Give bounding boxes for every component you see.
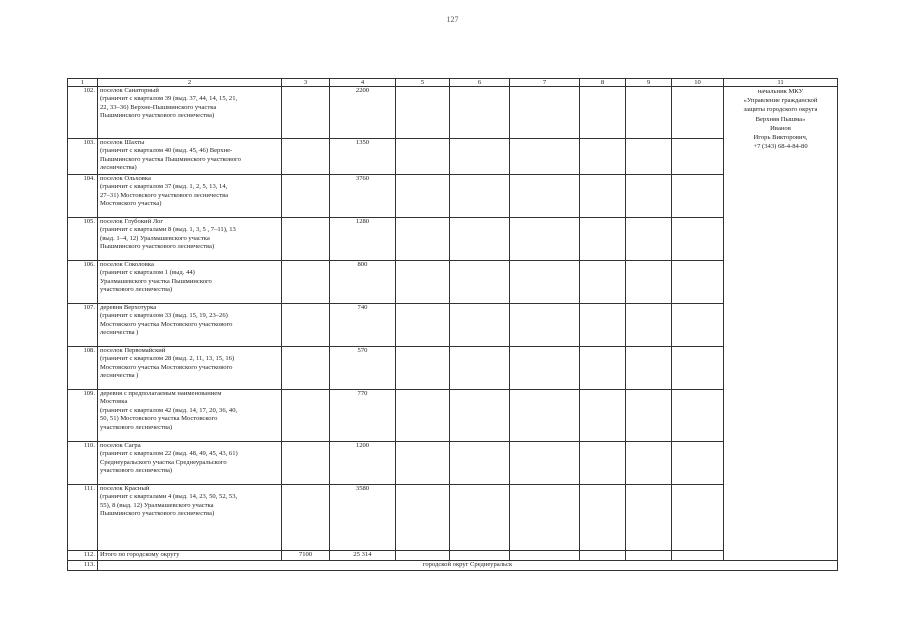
settlement-description-line: Пышминского участкового лесничества) [100, 112, 215, 120]
settlement-description-line: Пышминского участкового лесничества) [100, 510, 215, 518]
settlement-name: поселок Первомайский [100, 347, 166, 354]
empty-cell [510, 139, 580, 175]
settlement-description-line: Уралмашевского участка Пышминского [100, 277, 212, 285]
responsible-line: Верхняя Пышма» [755, 115, 806, 123]
settlement-name: поселок Шахты [100, 139, 145, 146]
column-3-value [282, 485, 330, 551]
empty-cell [672, 261, 724, 304]
empty-cell [672, 390, 724, 442]
population-value: 1200 [330, 442, 396, 485]
column-header: 8 [580, 79, 626, 87]
settlement-description-line: лесничества) [100, 164, 137, 172]
settlement-description-line: Пышминского участка Пышминского участкового [100, 155, 241, 163]
population-value: 740 [330, 304, 396, 347]
empty-cell [450, 139, 510, 175]
empty-cell [580, 485, 626, 551]
settlement-name: поселок Глубокий Лог [100, 218, 164, 225]
column-header: 10 [672, 79, 724, 87]
empty-cell [626, 347, 672, 390]
column-3-value [282, 87, 330, 139]
empty-cell [396, 139, 450, 175]
empty-cell [626, 218, 672, 261]
empty-cell [450, 261, 510, 304]
empty-cell [510, 442, 580, 485]
total-label: Итого по городскому округу [98, 551, 282, 561]
empty-cell [450, 442, 510, 485]
settlement-name: деревня с предполагаемым наименованием [100, 390, 222, 397]
total-row [68, 551, 838, 561]
empty-cell [450, 347, 510, 390]
table-row [68, 261, 838, 304]
column-3-value [282, 390, 330, 442]
settlement-name: поселок Ольховка [100, 175, 151, 182]
column-3-value [282, 175, 330, 218]
responsible-line: «Управление гражданской [743, 97, 818, 105]
column-3-value [282, 347, 330, 390]
empty-cell [626, 261, 672, 304]
settlement-cell [98, 139, 282, 175]
column-header: 2 [98, 79, 282, 87]
column-3-value [282, 139, 330, 175]
empty-cell [626, 442, 672, 485]
empty-cell [580, 347, 626, 390]
empty-cell [510, 390, 580, 442]
settlement-cell [98, 390, 282, 442]
settlement-description-line: Мостовского участка Мостовского участкового [100, 320, 233, 328]
row-number: 112. [68, 551, 98, 561]
empty-cell [396, 218, 450, 261]
settlement-description-line: (граничит с кварталом 33 (выд. 15, 19, 23–26) [100, 312, 228, 320]
settlement-description-line: (граничит с кварталом 42 (выд. 14, 17, 20, 36, 40, [100, 406, 238, 414]
total-column-3: 7100 [282, 551, 330, 561]
responsible-line: защиты городского округа [743, 106, 818, 114]
empty-cell [672, 175, 724, 218]
settlements-table [67, 78, 838, 571]
empty-cell [450, 87, 510, 139]
column-header: 4 [330, 79, 396, 87]
row-number: 108. [68, 347, 98, 390]
settlement-description-line: (граничит с кварталом 28 (выд. 2, 11, 13, 15, 16) [100, 355, 235, 363]
table-row [68, 390, 838, 442]
settlement-cell [98, 175, 282, 218]
settlement-description-line: (граничит с кварталами 4 (выд. 14, 23, 50, 52, 53, [100, 493, 238, 501]
row-number: 103. [68, 139, 98, 175]
row-number: 102. [68, 87, 98, 139]
table-row [68, 347, 838, 390]
settlement-description-line: (граничит с кварталом 37 (выд. 1, 2, 5, 13, 14, [100, 183, 228, 191]
settlement-cell [98, 485, 282, 551]
column-number-row [68, 79, 838, 87]
empty-cell [672, 139, 724, 175]
empty-cell [580, 390, 626, 442]
empty-cell [450, 218, 510, 261]
settlement-description-line: лесничества ) [100, 372, 139, 380]
responsible-line: +7 (343) 68-4-84-80 [753, 143, 808, 151]
empty-cell [580, 87, 626, 139]
empty-cell [510, 87, 580, 139]
population-value: 3760 [330, 175, 396, 218]
empty-cell [396, 485, 450, 551]
empty-cell [580, 261, 626, 304]
settlement-description-line: 22, 33–36) Верхне-Пышминского участка [100, 103, 217, 111]
column-header: 6 [450, 79, 510, 87]
empty-cell [580, 551, 626, 561]
empty-cell [626, 87, 672, 139]
empty-cell [626, 175, 672, 218]
settlement-description-line: Мостовского участка Мостовского участкового [100, 363, 233, 371]
empty-cell [396, 304, 450, 347]
settlement-description-line: Среднеуральского участка Среднеуральского [100, 458, 227, 466]
empty-cell [580, 304, 626, 347]
column-header: 3 [282, 79, 330, 87]
population-value: 570 [330, 347, 396, 390]
total-population: 25 314 [330, 551, 396, 561]
row-number: 106. [68, 261, 98, 304]
row-number: 105. [68, 218, 98, 261]
column-3-value [282, 261, 330, 304]
settlement-name: поселок Красный [100, 485, 150, 492]
empty-cell [510, 261, 580, 304]
table-row [68, 442, 838, 485]
page-number: 127 [446, 15, 459, 24]
settlement-cell [98, 442, 282, 485]
settlement-description-line: 50, 51) Мостовского участка Мостовского [100, 415, 218, 423]
population-value: 770 [330, 390, 396, 442]
empty-cell [672, 347, 724, 390]
settlement-name: поселок Сагра [100, 442, 141, 449]
row-number: 109. [68, 390, 98, 442]
table-row [68, 139, 838, 175]
responsible-person-cell [724, 87, 838, 561]
empty-cell [396, 442, 450, 485]
settlement-cell [98, 261, 282, 304]
settlement-name: поселок Соколовка [100, 261, 154, 268]
settlement-description-line: (граничит с кварталом 40 (выд. 45, 46) Верхне- [100, 147, 233, 155]
settlement-cell [98, 347, 282, 390]
empty-cell [580, 442, 626, 485]
column-header: 11 [724, 79, 838, 87]
empty-cell [672, 218, 724, 261]
settlement-name: деревня Верхотурка [100, 304, 157, 311]
empty-cell [672, 551, 724, 561]
column-3-value [282, 442, 330, 485]
empty-cell [510, 218, 580, 261]
settlement-cell [98, 218, 282, 261]
row-number: 111. [68, 485, 98, 551]
empty-cell [580, 218, 626, 261]
table-row [68, 304, 838, 347]
responsible-line: Игорь Викторович, [753, 134, 808, 142]
empty-cell [626, 551, 672, 561]
empty-cell [396, 87, 450, 139]
population-value: 1350 [330, 139, 396, 175]
settlement-description-line: (граничит с кварталом 1 (выд. 44) [100, 269, 195, 277]
population-value: 2200 [330, 87, 396, 139]
empty-cell [450, 304, 510, 347]
empty-cell [396, 261, 450, 304]
responsible-line: Иванов [770, 124, 791, 132]
section-title: городской округ Среднеуральск [98, 561, 838, 571]
empty-cell [580, 139, 626, 175]
empty-cell [672, 304, 724, 347]
empty-cell [510, 551, 580, 561]
settlement-cell [98, 87, 282, 139]
population-value: 1280 [330, 218, 396, 261]
empty-cell [450, 485, 510, 551]
responsible-line: начальник МКУ [757, 88, 804, 95]
empty-cell [626, 139, 672, 175]
settlement-description-line: 27–31) Мостовского участкового лесничества [100, 191, 229, 199]
empty-cell [510, 304, 580, 347]
column-header: 1 [68, 79, 98, 87]
column-header: 7 [510, 79, 580, 87]
row-number: 113. [68, 561, 98, 571]
section-row [68, 561, 838, 571]
empty-cell [672, 87, 724, 139]
empty-cell [450, 390, 510, 442]
empty-cell [396, 175, 450, 218]
empty-cell [450, 551, 510, 561]
column-3-value [282, 218, 330, 261]
empty-cell [396, 551, 450, 561]
settlement-description-line: лесничества ) [100, 329, 139, 337]
empty-cell [396, 390, 450, 442]
empty-cell [510, 175, 580, 218]
empty-cell [626, 485, 672, 551]
table-row [68, 485, 838, 551]
empty-cell [626, 304, 672, 347]
settlement-description-line: (граничит с кварталом 22 (выд. 48, 49, 45, 43, 61) [100, 450, 238, 458]
empty-cell [396, 347, 450, 390]
settlement-name: поселок Санаторный [100, 87, 159, 94]
settlement-description-line: 55), 8 (выд. 12) Уралмашевского участка [100, 501, 214, 509]
empty-cell [510, 485, 580, 551]
column-3-value [282, 304, 330, 347]
empty-cell [626, 390, 672, 442]
settlement-description-line: (граничит с кварталом 39 (выд. 37, 44, 14, 15, 21, [100, 95, 238, 103]
empty-cell [672, 485, 724, 551]
table-row [68, 87, 838, 139]
table-row [68, 175, 838, 218]
settlement-description-line: Мостовка [100, 398, 128, 406]
column-header: 9 [626, 79, 672, 87]
empty-cell [580, 175, 626, 218]
table-row [68, 218, 838, 261]
settlement-description-line: (граничит с кварталами 8 (выд. 1, 3, 5 , 7–11), 13 [100, 226, 236, 234]
settlement-description-line: участкового лесничества) [100, 423, 173, 431]
empty-cell [672, 442, 724, 485]
settlement-description-line: Мостовского участка) [100, 200, 162, 208]
population-value: 3580 [330, 485, 396, 551]
column-header: 5 [396, 79, 450, 87]
settlement-description-line: участкового лесничества) [100, 286, 173, 294]
empty-cell [450, 175, 510, 218]
settlement-description-line: Пышминского участкового лесничества) [100, 243, 215, 251]
settlement-cell [98, 304, 282, 347]
settlement-description-line: (выд. 1–4, 12) Уралмашевского участка [100, 234, 210, 242]
row-number: 110. [68, 442, 98, 485]
row-number: 107. [68, 304, 98, 347]
population-value: 800 [330, 261, 396, 304]
settlement-description-line: участкового лесничества) [100, 467, 173, 475]
table-body [68, 79, 838, 571]
empty-cell [510, 347, 580, 390]
row-number: 104. [68, 175, 98, 218]
